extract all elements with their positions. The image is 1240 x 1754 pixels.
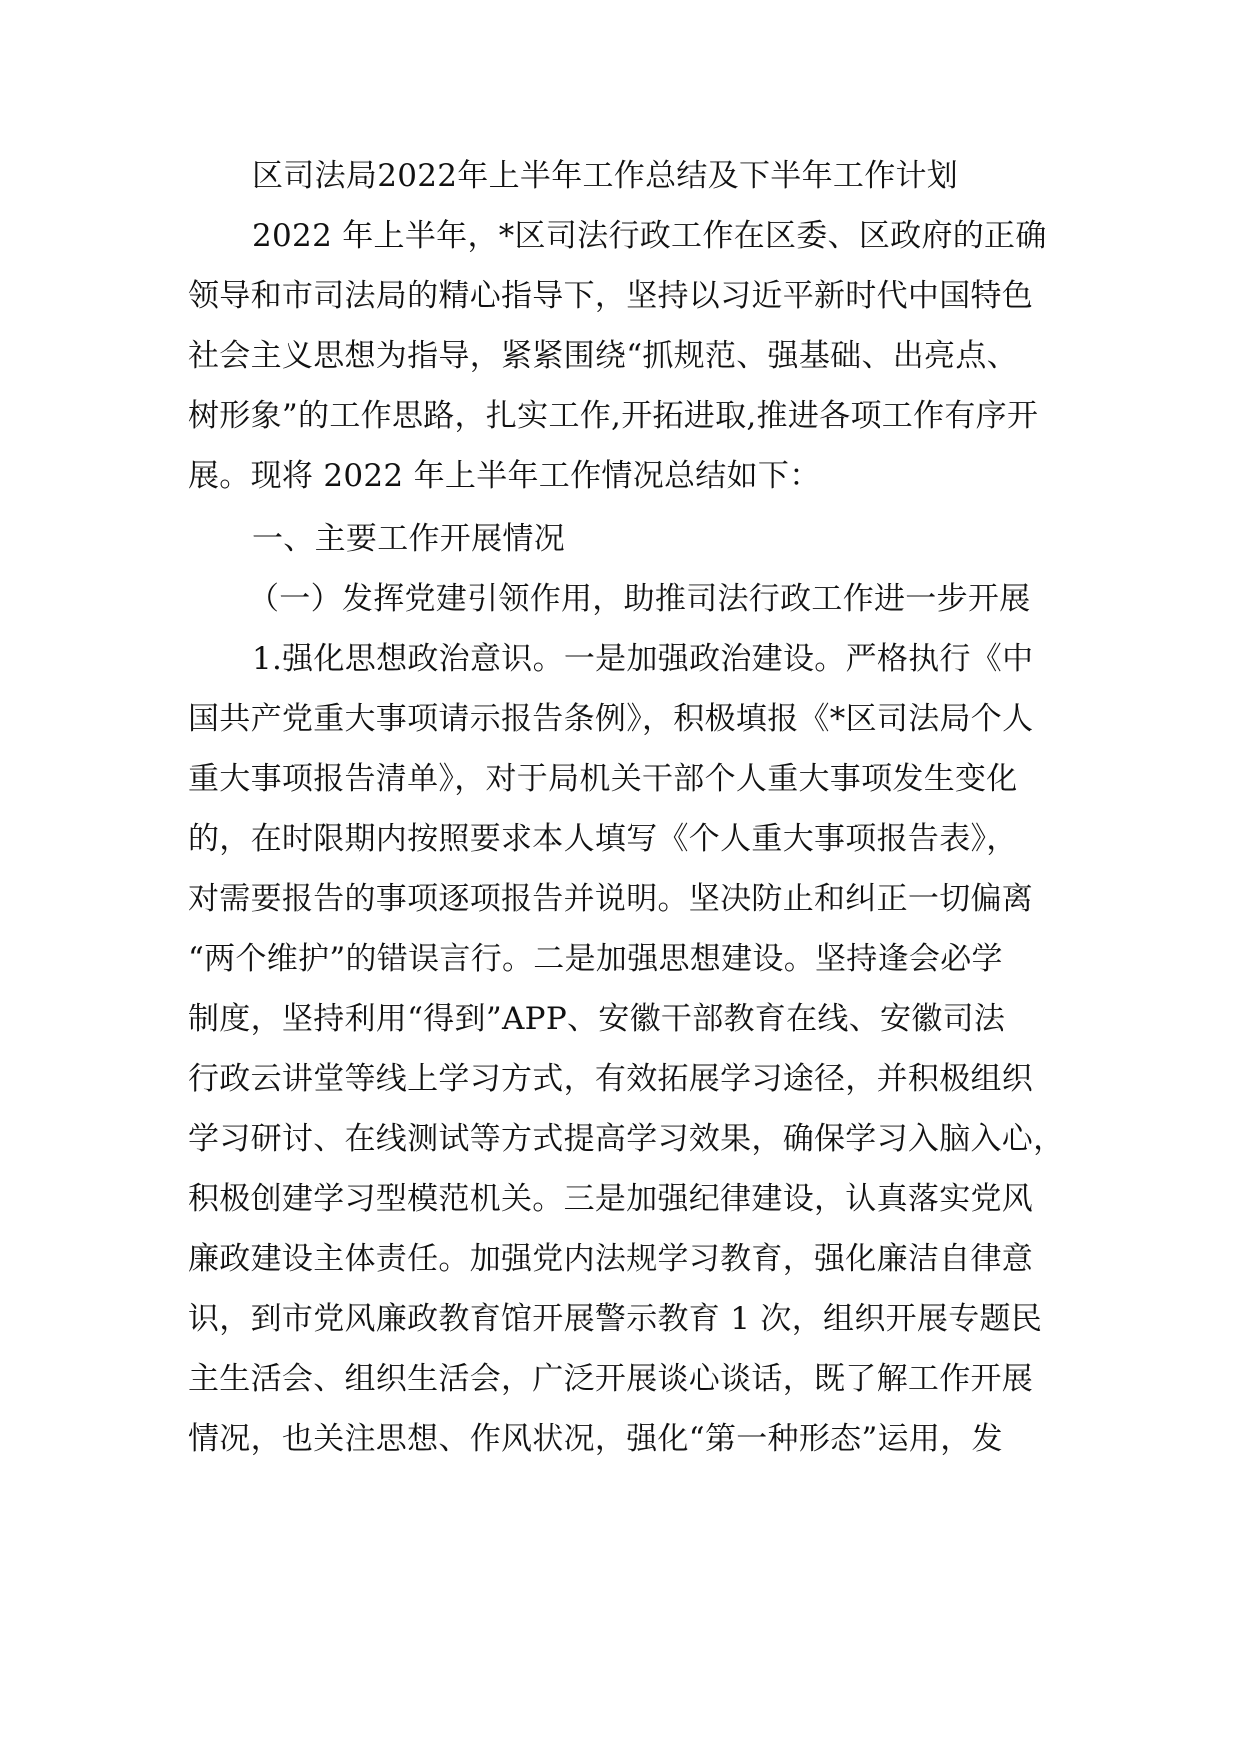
paragraph-2-line-2: 国共产党重大事项请示报告条例》，积极填报《*区司法局个人 <box>188 701 1034 737</box>
paragraph-2-line-9: 学习研讨、在线测试等方式提高学习效果，确保学习入脑入心， <box>188 1121 1065 1157</box>
paragraph-1-line-4: 树形象”的工作思路，扎实工作,开拓进取,推进各项工作有序开 <box>188 398 1039 434</box>
paragraph-1-line-2: 领导和市司法局的精心指导下，坚持以习近平新时代中国特色 <box>188 278 1034 314</box>
paragraph-2-line-8: 行政云讲堂等线上学习方式，有效拓展学习途径，并积极组织 <box>188 1061 1034 1097</box>
paragraph-2-line-6: “两个维护”的错误言行。二是加强思想建设。坚持逢会必学 <box>188 941 1003 977</box>
paragraph-2-line-11: 廉政建设主体责任。加强党内法规学习教育，强化廉洁自律意 <box>188 1241 1034 1277</box>
paragraph-1-line-5: 展。现将 2022 年上半年工作情况总结如下： <box>188 458 821 494</box>
section-heading-1: 一、主要工作开展情况 <box>252 521 565 557</box>
paragraph-2-line-1: 1.强化思想政治意识。一是加强政治建设。严格执行《中 <box>252 641 1034 677</box>
paragraph-1-line-3: 社会主义思想为指导，紧紧围绕“抓规范、强基础、出亮点、 <box>188 338 1018 374</box>
paragraph-1-line-1: 2022 年上半年，*区司法行政工作在区委、区政府的正确 <box>252 218 1047 254</box>
paragraph-2-line-12: 识，到市党风廉政教育馆开展警示教育 1 次，组织开展专题民 <box>188 1301 1043 1337</box>
paragraph-2-line-14: 情况，也关注思想、作风状况，强化“第一种形态”运用，发 <box>188 1421 1003 1457</box>
paragraph-2-line-7: 制度，坚持利用“得到”APP、安徽干部教育在线、安徽司法 <box>188 1001 1006 1037</box>
document-title: 区司法局2022年上半年工作总结及下半年工作计划 <box>252 158 959 194</box>
paragraph-2-line-3: 重大事项报告清单》，对于局机关干部个人重大事项发生变化 <box>188 761 1018 797</box>
paragraph-2-line-5: 对需要报告的事项逐项报告并说明。坚决防止和纠正一切偏离 <box>188 881 1034 917</box>
paragraph-2-line-13: 主生活会、组织生活会，广泛开展谈心谈话，既了解工作开展 <box>188 1361 1034 1397</box>
paragraph-2-line-4: 的，在时限期内按照要求本人填写《个人重大事项报告表》， <box>188 821 1018 857</box>
paragraph-2-line-10: 积极创建学习型模范机关。三是加强纪律建设，认真落实党风 <box>188 1181 1034 1217</box>
section-heading-2: （一）发挥党建引领作用，助推司法行政工作进一步开展 <box>248 581 1031 617</box>
